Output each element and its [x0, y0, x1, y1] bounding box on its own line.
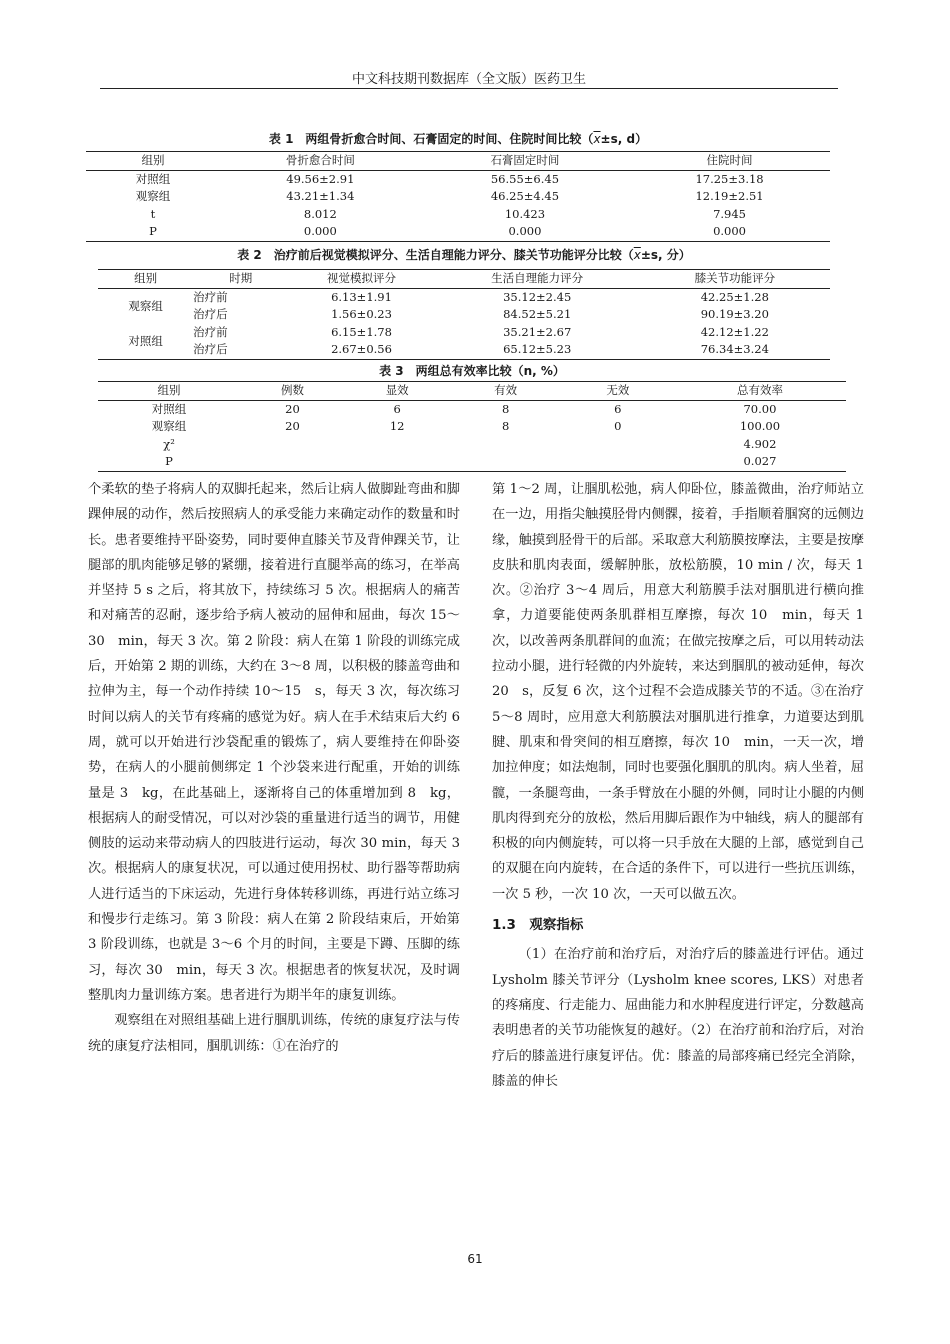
table-cell: t — [150, 206, 156, 221]
table-cell — [345, 453, 450, 471]
table-cell: 治疗前 — [193, 289, 228, 304]
table-cell: 46.25±4.45 — [490, 189, 560, 204]
table2-header: 生活自理能力评分 — [435, 270, 640, 289]
table3-header: 无效 — [562, 382, 674, 401]
table-cell — [450, 436, 562, 454]
table-cell: 6.13±1.91 — [331, 289, 392, 304]
table-row — [98, 436, 846, 454]
table-cell: 6 — [393, 401, 401, 416]
table-cell: 观察组 — [151, 419, 187, 434]
table1-caption — [86, 130, 830, 147]
table-cell: 90.19±3.20 — [700, 307, 769, 322]
table-row — [86, 206, 830, 224]
table-cell: P — [98, 453, 240, 471]
table-row — [86, 223, 830, 241]
table-cell — [240, 453, 345, 471]
table-cell: 0.000 — [629, 223, 830, 241]
journal-header: 中文科技期刊数据库（全文版）医药卫生 — [351, 72, 586, 87]
table-cell — [562, 436, 674, 454]
table-row — [86, 170, 830, 188]
table2-header: 时期 — [193, 270, 288, 289]
table-row — [98, 418, 846, 436]
table-row — [98, 453, 846, 471]
header-rule — [100, 88, 838, 89]
table-cell: 观察组 — [135, 189, 171, 204]
table-cell: 治疗前 — [193, 324, 228, 339]
table1-header-row — [86, 152, 830, 171]
table-cell: 20 — [285, 401, 300, 416]
table3-header-row — [98, 382, 846, 401]
body-paragraph: 第 1～2 周，让腘肌松弛，病人仰卧位，膝盖微曲，治疗师站立在一边，用指尖触摸胫骨内侧髁，接着，手指顺着腘窝的远侧边缘，触摸到胫骨干的后部。采取意大利筋膜按摩法，主要是按摩皮肤和肌肉表面，缓解肿胀，放松筋膜，10 min / 次，每天 1 次。②治疗 3～4 周后，用意大利筋膜手法对腘肌进行横向推拿，力道要能使两条肌群相互摩擦，每次 10 min，每天 1 次，以改善两条肌群间的血流；在做完按摩之后，可以用转动法拉动小腿，进行轻微的内外旋转，来达到腘肌的被动延伸，每次 20 s，反复 6 次，这个过程不会造成膝关节的不适。③在治疗 5～8 周时，应用意大利筋膜法对腘肌进行推拿，力道要达到肌腱、肌束和骨突间的相互磨擦，每次 10 min，一天一次，增加拉伸度；如法炮制，同时也要强化腘肌的肌肉。病人坐着，屈髋，一条腿弯曲，一条手臂放在小腿的外侧，同时让小腿的内侧肌肉得到充分的放松，然后用脚后跟作为中轴线，病人的腿部有积极的向内侧旋转，可以将一只手放在大腿的上部，感觉到自己的双腿在向内旋转，在合适的条件下，可以进行一些抗压训练，一次 5 秒，一次 10 次，一天可以做五次。 — [492, 482, 864, 902]
table2-caption — [98, 246, 830, 263]
body-paragraph: 个柔软的垫子将病人的双脚托起来，然后让病人做脚趾弯曲和脚踝伸展的动作，然后按照病人的承受能力来确定动作的数量和时长。患者要维持平卧姿势，同时要伸直膝关节及背伸踝关节，让腿部的肌肉能够足够的紧绷，接着进行直腿举高的练习，在举高并坚持 5 s 之后，将其放下，持续练习 5 次。根据病人的痛苦和对痛苦的忍耐，逐步给予病人被动的屈伸和屈曲，每次 15～30 min，每天 3 次。第 2 阶段：病人在第 1 阶段的训练完成后，开始第 2 期的训练，大约在 3～8 周，以积极的膝盖弯曲和拉伸为主，每一个动作持续 10～15 s，每天 3 次，每次练习时间以病人的关节有疼痛的感觉为好。病人在手术结束后大约 6 周，就可以开始进行沙袋配重的锻炼了，病人要维持在仰卧姿势，在病人的小腿前侧绑定 1 个沙袋来进行配重，开始的训练量是 3 kg，在此基础上，逐渐将自己的体重增加到 8 kg，根据病人的耐受情况，可以对沙袋的重量进行适当的调节，用健侧肢的运动来带动病人的四肢进行运动，每次 30 min，每天 3 次。根据病人的康复状况，可以通过使用拐杖、助行器等帮助病人进行适当的下床运动，先进行身体转移训练，再进行站立练习和慢步行走练习。第 3 阶段：病人在第 2 阶段结束后，开始第 3 阶段训练，也就是 3～6 个月的时间，主要是下蹲、压脚的练习，每次 30 min，每天 3 次。根据患者的恢复状况，及时调整肌肉力量训练方案。患者进行为期半年的康复训练。 — [88, 482, 460, 1003]
table-cell: 35.21±2.67 — [503, 324, 572, 339]
table2-header: 膝关节功能评分 — [640, 270, 830, 289]
table1-caption-xbar: $\overline{x}$ — [593, 132, 601, 146]
table-cell: 8 — [501, 401, 510, 416]
table-cell — [562, 453, 674, 471]
table-cell: 42.12±1.22 — [700, 324, 769, 339]
table-row — [98, 288, 830, 306]
table-row — [98, 306, 830, 324]
table-cell: 12 — [389, 419, 405, 434]
table3-header: 显效 — [345, 382, 450, 401]
table-cell: 84.52±5.21 — [503, 307, 572, 322]
table-cell: 65.12±5.23 — [435, 341, 640, 359]
group-cell: 对照组 — [98, 324, 193, 360]
table-cell: 20 — [285, 419, 300, 434]
table-cell: 4.902 — [743, 436, 777, 451]
table3-header: 例数 — [240, 382, 345, 401]
table-cell: 8.012 — [303, 206, 337, 221]
table-cell: 6.15±1.78 — [331, 324, 392, 339]
body-paragraph: 观察组在对照组基础上进行腘肌训练，传统的康复疗法与传统的康复疗法相同，腘肌训练：①在治疗的 — [88, 1013, 460, 1054]
table-cell: 56.55±6.45 — [490, 171, 560, 186]
table-cell: 7.945 — [713, 206, 747, 221]
table1-header: 骨折愈合时间 — [220, 152, 421, 171]
table-cell: 10.423 — [504, 206, 546, 221]
table1-header: 石膏固定时间 — [421, 152, 629, 171]
table-cell: 对照组 — [135, 171, 171, 186]
table-cell — [450, 453, 562, 471]
table-cell: 0.000 — [421, 223, 629, 241]
table-cell: 43.21±1.34 — [286, 189, 355, 204]
table-cell: 12.19±2.51 — [695, 189, 764, 204]
table-cell: 70.00 — [743, 401, 777, 416]
table-cell: P — [86, 223, 220, 241]
table-cell: χ² — [163, 436, 175, 451]
left-column — [88, 477, 460, 1059]
table-cell: 100.00 — [739, 419, 781, 434]
table-cell: 治疗后 — [193, 341, 288, 359]
table2-header: 视觉模拟评分 — [288, 270, 434, 289]
table-row — [86, 188, 830, 206]
table-cell — [240, 436, 345, 454]
table1-caption-pre: 表 1 两组骨折愈合时间、石膏固定的时间、住院时间比较（ — [268, 132, 594, 146]
page-number: 61 — [467, 1252, 483, 1266]
body-paragraph: （1）在治疗前和治疗后，对治疗后的膝盖进行评估。通过 Lysholm 膝关节评分（Lysholm knee scores, LKS）对患者的疼痛度、行走能力、屈曲能力和水肿程度进行评定，分数越高表明患者的关节功能恢复的越好。（2）在治疗前和治疗后，对治疗后的膝盖进行康复评估。优：膝盖的局部疼痛已经完全消除，膝盖的伸长 — [492, 947, 864, 1089]
table-cell: 治疗后 — [193, 307, 228, 322]
table-cell: 42.25±1.28 — [700, 289, 769, 304]
table2-header: 组别 — [98, 270, 193, 289]
table-cell: 76.34±3.24 — [640, 341, 830, 359]
table2-header-row — [98, 270, 830, 289]
table-cell: 0 — [614, 419, 622, 434]
group-cell: 观察组 — [128, 298, 163, 313]
table-cell: 35.12±2.45 — [503, 289, 572, 304]
table1 — [86, 151, 830, 242]
table1-caption-post: ±s, d） — [600, 132, 648, 146]
table2 — [98, 269, 830, 360]
table3-header: 有效 — [450, 382, 562, 401]
table3-header: 组别 — [98, 382, 240, 401]
table2-caption-pre: 表 2 治疗前后视觉模拟评分、生活自理能力评分、膝关节功能评分比较（ — [237, 248, 634, 262]
section-heading: 1.3 观察指标 — [492, 917, 584, 934]
table-cell: 2.67±0.56 — [288, 341, 434, 359]
table-cell: 49.56±2.91 — [286, 171, 355, 186]
table-cell: 对照组 — [151, 401, 187, 416]
table-cell: 1.56±0.23 — [331, 307, 392, 322]
table-cell: 0.000 — [220, 223, 421, 241]
table2-caption-post: ±s, 分） — [640, 248, 691, 262]
table-cell: 0.027 — [674, 453, 846, 471]
table1-header: 住院时间 — [629, 152, 830, 171]
table1-header: 组别 — [86, 152, 220, 171]
table-row — [98, 324, 830, 342]
table-cell: 6 — [614, 401, 622, 416]
table-cell — [345, 436, 450, 454]
right-column — [492, 477, 864, 1094]
table3-header: 总有效率 — [674, 382, 846, 401]
table-row — [98, 341, 830, 359]
table2-caption-xbar: $\overline{x}$ — [633, 248, 641, 262]
table-row — [98, 400, 846, 418]
table-cell: 8 — [501, 419, 510, 434]
table3-caption: 表 3 两组总有效率比较（n, %） — [379, 364, 565, 378]
table-cell: 17.25±3.18 — [695, 171, 764, 186]
table3 — [98, 381, 846, 472]
